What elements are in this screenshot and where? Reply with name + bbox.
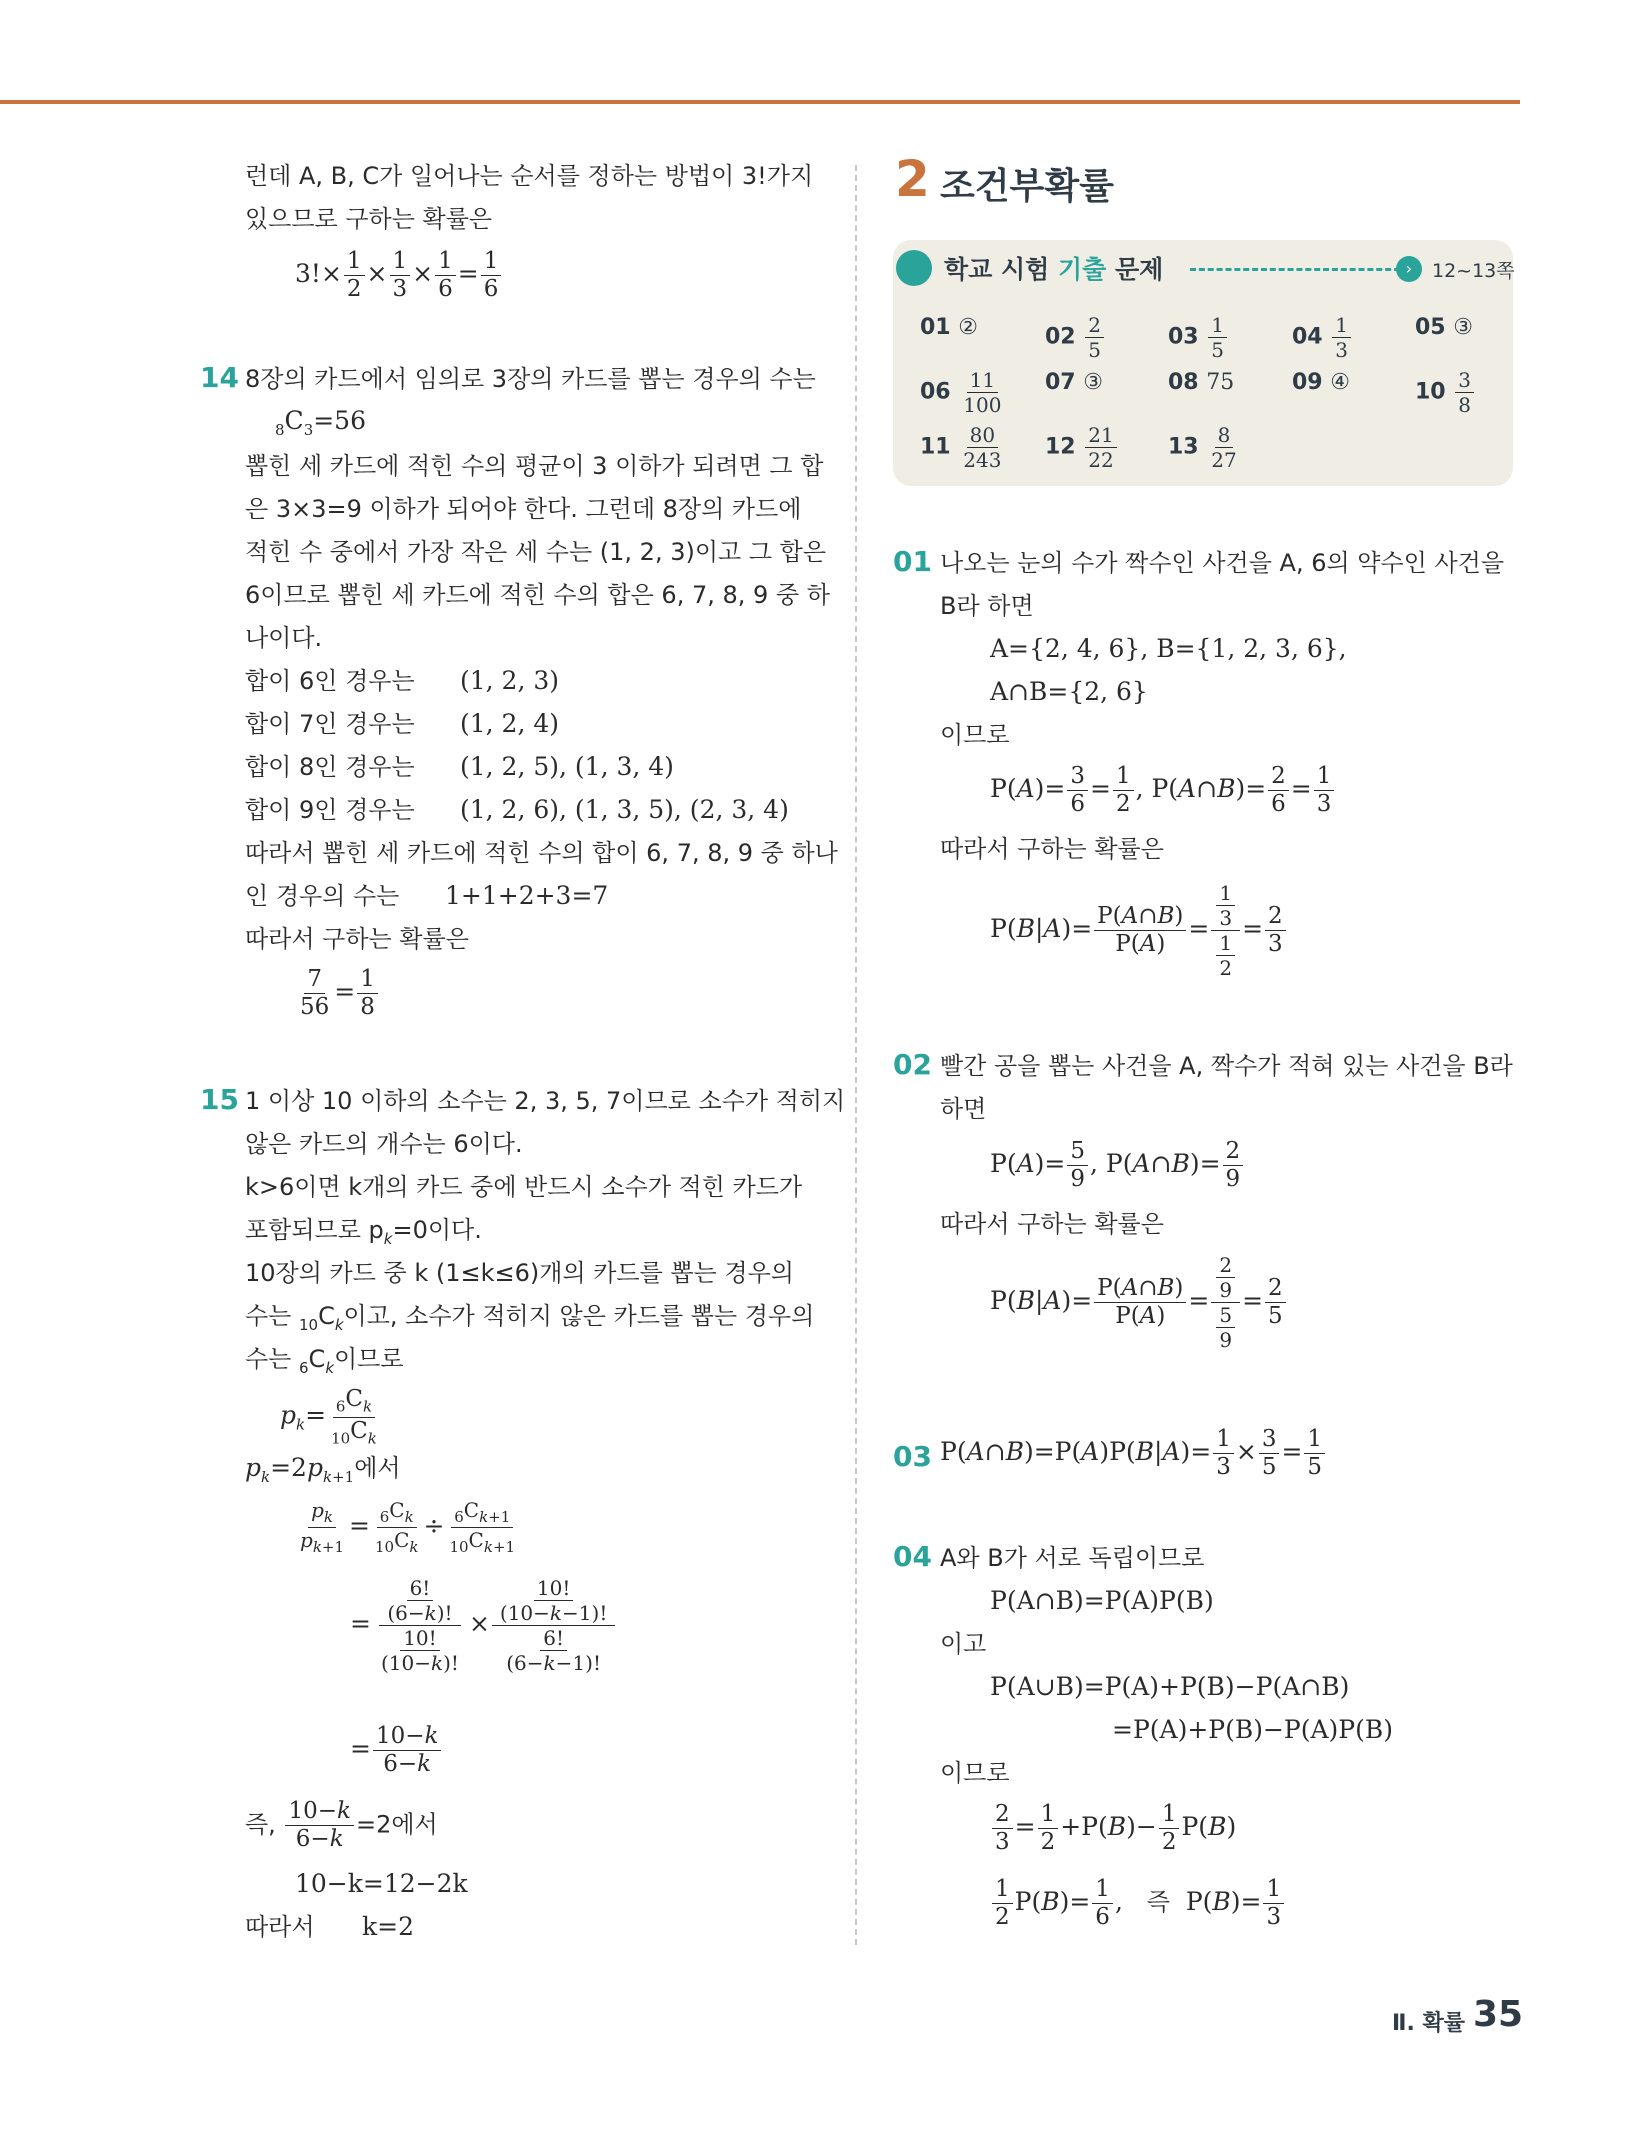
case-label: 합이 9인 경우는 [245, 796, 415, 824]
chapter-label: Ⅱ. 확률 [1392, 2011, 1466, 2036]
equation: P(A)= $\frac{3}{6}$ = $\frac{1}{2}$ , P(A∩B)= $\frac{2}{6}$ = $\frac{1}{3}$ [990, 765, 1336, 816]
equation: $\frac{1}{2}$ P(B)= $\frac{1}{6}$ , 즉 P(B)= $\frac{1}{3}$ [990, 1878, 1286, 1929]
equation: A={2, 4, 6}, B={1, 2, 3, 6}, [990, 634, 1347, 663]
text-line: A와 B가 서로 독립이므로 [940, 1544, 1205, 1572]
text-line: 따라서 뽑힌 세 카드에 적힌 수의 합이 6, 7, 8, 9 중 하나 [245, 839, 838, 867]
arrow-icon: › [1396, 256, 1422, 282]
equation: = $\frac{10-k}{6-k}$ [350, 1725, 443, 1776]
case-label: 합이 6인 경우는 [245, 667, 415, 695]
case-value: (1, 2, 3) [460, 666, 560, 695]
equation: P(A∩B)=P(A)P(B|A)= $\frac{1}{3}$ × $\frac{3}{5}$ = $\frac{1}{5}$ [940, 1428, 1327, 1479]
case-value: (1, 2, 4) [460, 709, 560, 738]
text-line: 빨간 공을 뽑는 사건을 A, 짝수가 적혀 있는 사건을 B라 [940, 1052, 1513, 1080]
text-line: 이므로 [940, 1759, 1010, 1787]
equation: A∩B={2, 6} [990, 677, 1148, 706]
equation: P(A∩B)=P(A)P(B) [990, 1586, 1214, 1615]
equation: $p_k=$ $\frac{_6C_k}{_{10}C_k}$ [280, 1386, 377, 1448]
text-line: 따라서 구하는 확률은 [940, 1210, 1164, 1238]
answer-item: 12 $\frac{21}{22}$ [1045, 425, 1119, 470]
case-label: 합이 7인 경우는 [245, 710, 415, 738]
text-line: k>6이면 k개의 카드 중에 반드시 소수가 적힌 카드가 [245, 1173, 803, 1201]
text-line: 따라서 [245, 1913, 315, 1941]
answer-item: 03 $\frac{1}{5}$ [1168, 315, 1229, 360]
text-line: 따라서 구하는 확률은 [245, 925, 469, 953]
answer-item: 07 ③ [1045, 370, 1104, 395]
text-line: 하면 [940, 1095, 987, 1123]
text-line: 은 3×3=9 이하가 되어야 한다. 그런데 8장의 카드에 [245, 495, 802, 523]
text-line: B라 하면 [940, 592, 1034, 620]
answer-box-title: 학교 시험 기출 문제 [944, 255, 1164, 284]
section-title: 조건부확률 [940, 166, 1114, 207]
pencil-icon [896, 250, 932, 286]
equation: P(B|A)= $\frac{P(A\cap B)}{P(A)}$ = $\frac{\frac{1}{3}}{\frac{1}{2}}$ = $\frac{2}{3}$ [990, 883, 1288, 978]
equation: 10−k=12−2k [295, 1869, 468, 1898]
equation: k=2 [362, 1912, 415, 1941]
problem-number: 14 [200, 361, 239, 394]
text-line: 이므로 [940, 721, 1010, 749]
text-line: 포함되므로 $p_k=0$이다. [245, 1216, 482, 1248]
text-line: 뽑힌 세 카드에 적힌 수의 평균이 3 이하가 되려면 그 합 [245, 452, 824, 480]
text-line: 인 경우의 수는 [245, 882, 400, 910]
answer-item: 10 $\frac{3}{8}$ [1415, 370, 1476, 415]
text-line: 나이다. [245, 624, 323, 652]
text-line: 나오는 눈의 수가 짝수인 사건을 A, 6의 약수인 사건을 [940, 549, 1505, 577]
answer-item: 01 ② [920, 315, 979, 340]
equation: P(A)= $\frac{5}{9}$ , P(A∩B)= $\frac{2}{9}$ [990, 1140, 1245, 1191]
case-value: (1, 2, 6), (1, 3, 5), (2, 3, 4) [460, 795, 789, 824]
equation: $\frac{2}{3}$ = $\frac{1}{2}$ +P(B)− $\frac{1}{2}$ P(B) [990, 1803, 1236, 1854]
page-range: 12~13쪽 [1432, 260, 1515, 282]
answer-item: 08 75 [1168, 370, 1235, 395]
dash-line [1190, 268, 1400, 271]
equation: $\frac{p_k}{p_{k+1}}$ = $\frac{_6C_k}{_{10}C_k}$ ÷ $\frac{_6C_{k+1}}{_{10}C_{k+1}}$ [300, 1498, 516, 1556]
problem-number: 01 [893, 545, 932, 578]
text-line: 않은 카드의 개수는 6이다. [245, 1130, 523, 1158]
section-number: 2 [895, 150, 930, 208]
intro-line-1: 런데 A, B, C가 일어나는 순서를 정하는 방법이 3!가지 [245, 162, 814, 190]
column-divider [855, 165, 857, 1945]
answer-item: 04 $\frac{1}{3}$ [1292, 315, 1353, 360]
equation: $p_k=2p_{k+1}$에서 [245, 1453, 401, 1486]
answer-item: 11 $\frac{80}{243}$ [920, 423, 1002, 472]
text-line: 10장의 카드 중 k (1≤k≤6)개의 카드를 뽑는 경우의 [245, 1259, 794, 1287]
top-rule [0, 100, 1520, 104]
text-line: 이고 [940, 1630, 987, 1658]
answer-item: 13 $\frac{8}{27}$ [1168, 423, 1237, 472]
answer-item: 05 ③ [1415, 315, 1474, 340]
text-line: 따라서 구하는 확률은 [940, 835, 1164, 863]
problem-number: 15 [200, 1083, 239, 1116]
equation: 3!× $\frac{1}{2}$ × $\frac{1}{3}$ × $\frac{1}{6}$ = $\frac{1}{6}$ [295, 250, 503, 301]
equation: 즉, $\frac{10-k}{6-k}$ =2에서 [245, 1798, 438, 1852]
problem-number: 02 [893, 1048, 932, 1081]
problem-number: 04 [893, 1540, 932, 1573]
case-value: (1, 2, 5), (1, 3, 4) [460, 752, 674, 781]
text-line: 8장의 카드에서 임의로 3장의 카드를 뽑는 경우의 수는 [245, 365, 816, 393]
text-line: 수는 $_6C_k$이므로 [245, 1345, 404, 1377]
case-label: 합이 8인 경우는 [245, 753, 415, 781]
text-line: 수는 $_{10}C_k$이고, 소수가 적히지 않은 카드를 뽑는 경우의 [245, 1302, 815, 1334]
equation: $\frac{7}{56}$ = $\frac{1}{8}$ [295, 968, 380, 1019]
answer-item: 09 ④ [1292, 370, 1351, 395]
text-line: 적힌 수 중에서 가장 작은 세 수는 (1, 2, 3)이고 그 합은 [245, 538, 827, 566]
equation: 1+1+2+3=7 [445, 881, 609, 910]
equation: P(A∪B)=P(A)+P(B)−P(A∩B) [990, 1672, 1350, 1701]
answer-item: 06 $\frac{11}{100}$ [920, 368, 1002, 417]
problem-number: 03 [893, 1440, 932, 1473]
answer-item: 02 $\frac{2}{5}$ [1045, 315, 1106, 360]
page-number: 35 [1473, 1994, 1524, 2035]
text-line: 1 이상 10 이하의 소수는 2, 3, 5, 7이므로 소수가 적히지 [245, 1087, 846, 1115]
equation: P(B|A)= $\frac{P(A\cap B)}{P(A)}$ = $\frac{\frac{2}{9}}{\frac{5}{9}}$ = $\frac{2}{5}$ [990, 1255, 1288, 1350]
equation: $_8C_3=56$ [275, 406, 366, 439]
text-line: 6이므로 뽑힌 세 카드에 적힌 수의 합은 6, 7, 8, 9 중 하 [245, 581, 830, 609]
equation: = $\frac{\frac{6!}{(6-k)!}}{\frac{10!}{(10-k)!}}$ × $\frac{\frac{10!}{(10-k-1)!}}{\frac{6!}{(6-k-1)!}}$ [350, 1578, 617, 1673]
intro-line-2: 있으므로 구하는 확률은 [245, 205, 493, 233]
equation: =P(A)+P(B)−P(A)P(B) [1112, 1715, 1394, 1744]
